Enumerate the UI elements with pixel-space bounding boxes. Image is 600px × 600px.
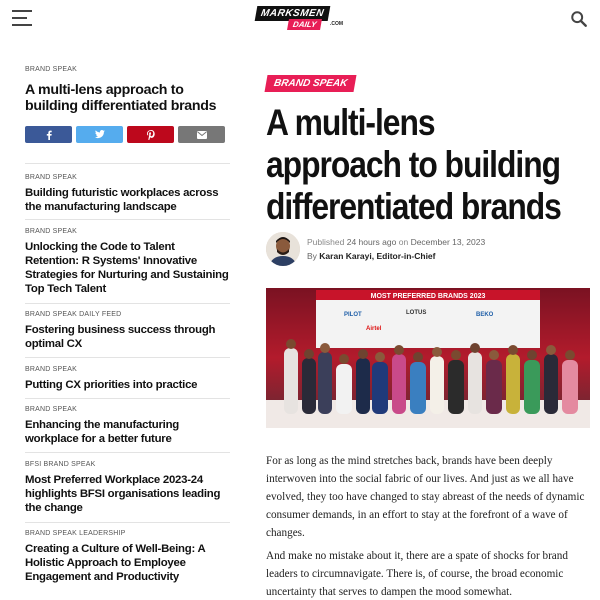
twitter-share-button[interactable] [76,126,123,143]
share-bar [25,126,230,143]
item-title[interactable]: Enhancing the manufacturing workplace for a better future [25,419,179,445]
item-category[interactable]: BRAND SPEAK [25,366,77,373]
list-item[interactable] [25,406,230,446]
published-label: Published [307,237,345,247]
list-item[interactable] [25,228,230,296]
item-title[interactable]: Most Preferred Workplace 2023-24 highlights BFSI organisations leading the change [25,474,221,514]
envelope-icon [197,131,207,139]
on-label: on [398,237,409,247]
by-label: By [307,251,317,261]
site-logo[interactable] [256,6,346,30]
published-date: December 13, 2023 [410,237,486,247]
divider [25,357,230,358]
avatar-portrait [266,232,300,266]
list-item[interactable] [25,366,230,392]
logo-bottom: DAILY [287,19,322,30]
item-category[interactable]: BRAND SPEAK [25,228,77,235]
article-headline [266,102,561,228]
hero-image [266,288,590,428]
headline-line: approach to building [266,144,561,185]
author-avatar[interactable] [266,232,300,266]
item-category[interactable]: BRAND SPEAK DAILY FEED [25,311,122,318]
item-category[interactable]: BFSI BRAND SPEAK [25,461,96,468]
hero-logo: BEKO [476,312,494,318]
list-item[interactable] [25,530,230,584]
hero-logo: Airtel [366,326,382,332]
item-title[interactable]: Building futuristic workplaces across the manufacturing landscape [25,187,219,213]
divider [25,303,230,304]
item-title[interactable]: Putting CX priorities into practice [25,379,198,391]
author-name[interactable]: Karan Karayi, Editor-in-Chief [319,251,436,261]
hero-photo [266,288,590,428]
pinterest-icon [147,130,155,140]
divider [25,398,230,399]
hero-logo: LOTUS [406,310,427,316]
item-title[interactable]: Fostering business success through optimal CX [25,324,216,350]
email-share-button[interactable] [178,126,225,143]
item-category[interactable]: BRAND SPEAK [25,406,77,413]
hero-banner-text: MOST PREFERRED BRANDS 2023 [370,293,486,300]
item-category[interactable]: BRAND SPEAK LEADERSHIP [25,530,126,537]
headline-line: differentiated brands [266,186,561,227]
publish-meta [307,237,485,247]
divider [25,452,230,453]
item-title[interactable]: Unlocking the Code to Talent Retention: R Systems' Innovative Strategies for Nurturing and Sustaining Top Tech Talent [25,241,229,295]
list-item[interactable] [25,311,230,351]
item-title[interactable]: Creating a Culture of Well-Being: A Holistic Approach to Employee Engagement and Productivity [25,543,206,583]
logo-suffix: .COM [330,21,344,27]
headline-line: A multi-lens [266,102,435,143]
item-category[interactable]: BRAND SPEAK [25,174,77,181]
published-ago: 24 hours ago [346,237,397,247]
author-meta [307,251,435,261]
list-item[interactable] [25,174,230,214]
article-paragraph: For as long as the mind stretches back, brands have been deeply interwoven into the social fabric of our lives. And just as we all have evolved, they too have changed to stay abreast of the needs of dynamic consumer demands, in an effort to stay at the forefront of a wave of changes. [266,455,585,539]
divider [25,219,230,220]
category-badge[interactable]: BRAND SPEAK [265,75,357,92]
featured-category[interactable]: BRAND SPEAK [25,66,77,73]
list-item[interactable] [25,461,230,515]
divider [25,163,230,164]
sidebar [25,66,230,583]
hero-logo: PILOT [344,312,362,318]
logo-top: MARKSMEN [255,6,331,21]
twitter-icon [95,130,105,139]
divider [25,522,230,523]
search-icon[interactable] [570,10,588,28]
facebook-share-button[interactable] [25,126,72,143]
pinterest-share-button[interactable] [127,126,174,143]
facebook-icon [45,130,53,140]
article-paragraph: And make no mistake about it, there are a spate of shocks for brand leaders to circumnavigate. There is, of course, the broad economic uncertainty that serves to dampen the mood somewhat. [266,550,568,598]
menu-icon[interactable] [12,10,32,26]
featured-title[interactable]: A multi-lens approach to building differentiated brands [25,82,217,114]
